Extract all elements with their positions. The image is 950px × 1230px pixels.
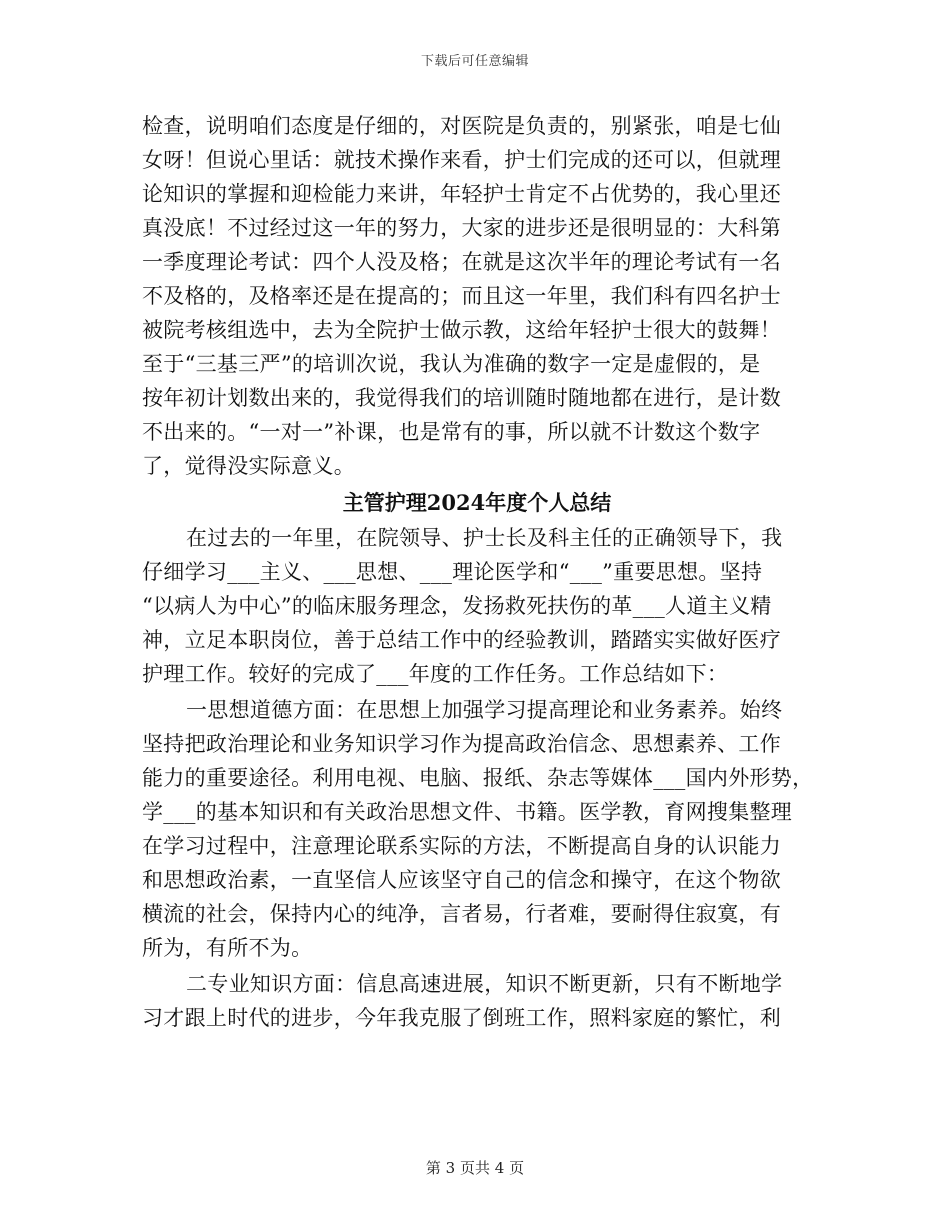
paragraph-professional — [142, 967, 812, 1035]
text-line: 和思想政治素，一直坚信人应该坚守自己的信念和操守，在这个物欲 — [142, 868, 781, 892]
text-line: 习才跟上时代的进步，今年我克服了倒班工作，照料家庭的繁忙，利 — [142, 1006, 781, 1030]
paragraph-ideology — [142, 693, 812, 965]
intro-paragraph — [142, 109, 812, 483]
text-line: 女呀！但说心里话：就技术操作来看，护士们完成的还可以，但就理 — [142, 148, 781, 172]
text-line: 不出来的。“一对一”补课，也是常有的事，所以就不计数这个数字 — [142, 420, 761, 444]
text-line: 在学习过程中，注意理论联系实际的方法，不断提高自身的认识能力 — [142, 834, 781, 858]
text-line: 被院考核组选中，去为全院护士做示教，这给年轻护士很大的鼓舞！ — [142, 318, 781, 342]
text-line: 在过去的一年里，在院领导、护士长及科主任的正确领导下，我 — [186, 526, 783, 550]
text-line: 二专业知识方面：信息高速进展，知识不断更新，只有不断地学 — [186, 972, 783, 996]
text-line: 检查，说明咱们态度是仔细的，对医院是负责的，别紧张，咱是七仙 — [142, 114, 781, 138]
text-line: 所为，有所不为。 — [142, 936, 313, 960]
text-line: 至于“三基三严”的培训次说，我认为准确的数字一定是虚假的，是 — [142, 352, 761, 376]
text-line: 真没底！不过经过这一年的努力，大家的进步还是很明显的：大科第 — [142, 216, 781, 240]
text-line: “以病人为中心”的临床服务理念，发扬救死扶伤的革___人道主义精 — [142, 594, 772, 618]
text-line: 学___的基本知识和有关政治思想文件、书籍。医学教，育网搜集整理 — [142, 800, 793, 824]
text-line: 坚持把政治理论和业务知识学习作为提高政治信念、思想素养、工作 — [142, 732, 781, 756]
section-title: 主管护理2024年度个人总结 — [342, 490, 612, 515]
text-line: 一思想道德方面：在思想上加强学习提高理论和业务素养。始终 — [186, 698, 783, 722]
text-line: 仔细学习___主义、___思想、___理论医学和“___”重要思想。坚持 — [142, 560, 763, 584]
text-line: 神，立足本职岗位，善于总结工作中的经验教训，踏踏实实做好医疗 — [142, 628, 781, 652]
paragraph-intro-summary — [142, 521, 812, 691]
text-line: 护理工作。较好的完成了___年度的工作任务。工作总结如下： — [142, 662, 729, 686]
text-line: 按年初计划数出来的，我觉得我们的培训随时随地都在进行，是计数 — [142, 386, 781, 410]
text-line: 论知识的掌握和迎检能力来讲，年轻护士肯定不占优势的，我心里还 — [142, 182, 781, 206]
text-line: 一季度理论考试：四个人没及格；在就是这次半年的理论考试有一名 — [142, 250, 781, 274]
document-body — [142, 109, 812, 1035]
page-footer: 第 3 页共 4 页 — [425, 1159, 525, 1177]
text-line: 能力的重要途径。利用电视、电脑、报纸、杂志等媒体___国内外形势， — [142, 766, 814, 790]
text-line: 横流的社会，保持内心的纯净，言者易，行者难，要耐得住寂寞，有 — [142, 902, 781, 926]
text-line: 了，觉得没实际意义。 — [142, 454, 355, 478]
page-header: 下载后可任意编辑 — [420, 54, 529, 69]
text-line: 不及格的，及格率还是在提高的；而且这一年里，我们科有四名护士 — [142, 284, 781, 308]
